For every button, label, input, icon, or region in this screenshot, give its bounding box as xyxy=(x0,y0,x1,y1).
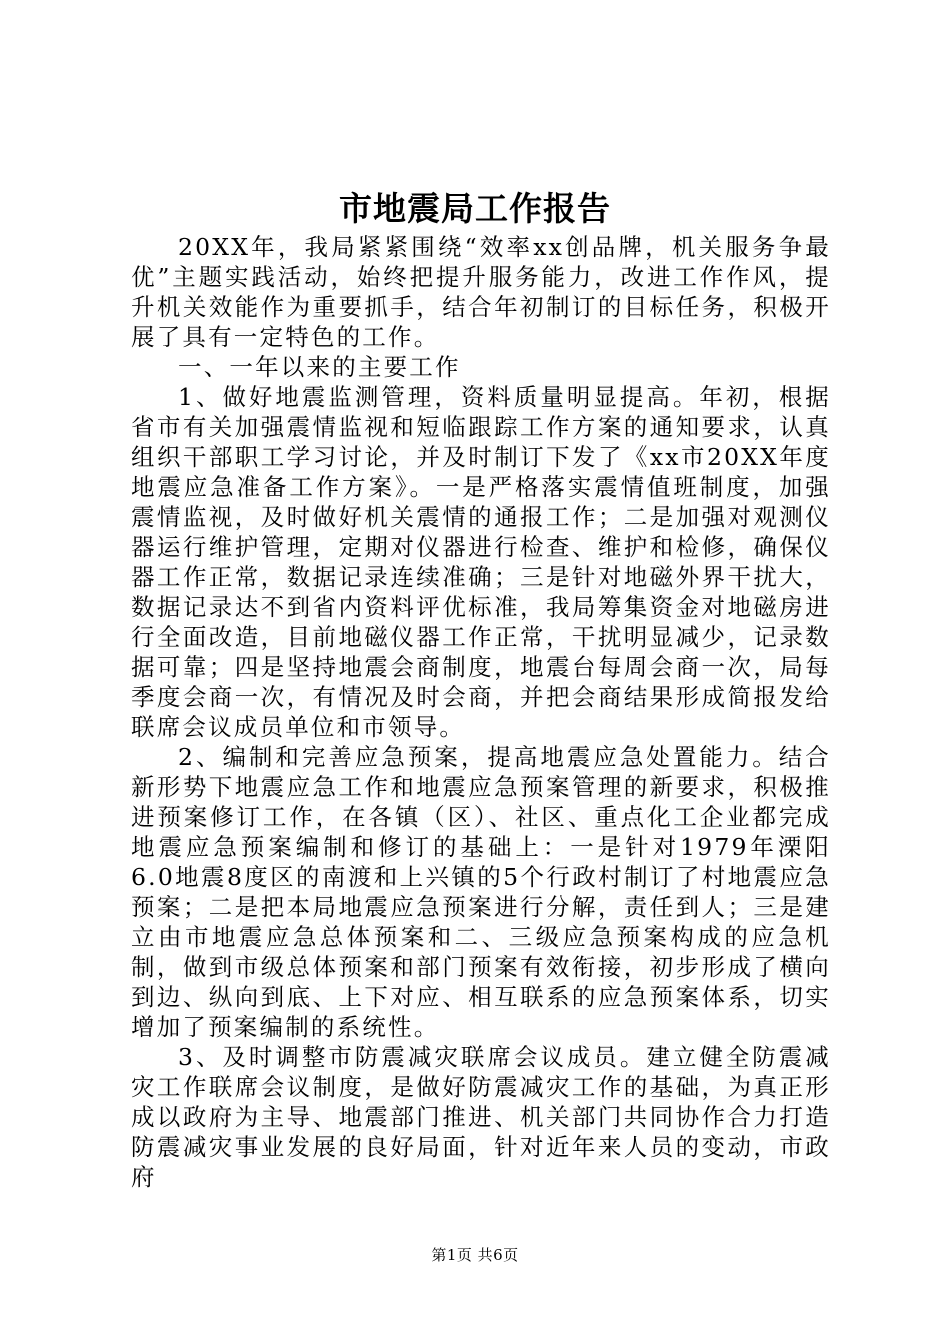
section-heading: 一、一年以来的主要工作 xyxy=(178,353,461,381)
intro-paragraph: 20XX年，我局紧紧围绕“效率xx创品牌，机关服务争最优”主题实践活动，始终把提升服务能力，改进工作作风，提升机关效能作为重要抓手，结合年初制订的目标任务，积极开展了具有一定特色的工作。 xyxy=(131,233,831,351)
document-body xyxy=(131,232,831,1192)
item-3-paragraph: 3、及时调整市防震减灾联席会议成员。建立健全防震减灾工作联席会议制度，是做好防震减灾工作的基础，为真正形成以政府为主导、地震部门推进、机关部门共同协作合力打造防震减灾事业发展的良好局面，针对近年来人员的变动，市政府 xyxy=(131,1043,831,1191)
item-1-paragraph: 1、做好地震监测管理，资料质量明显提高。年初，根据省市有关加强震情监视和短临跟踪工作方案的通知要求，认真组织干部职工学习讨论，并及时制订下发了《xx市20XX年度地震应急准备工作方案》。一是严格落实震情值班制度，加强震情监视，及时做好机关震情的通报工作；二是加强对观测仪器运行维护管理，定期对仪器进行检查、维护和检修，确保仪器工作正常，数据记录连续准确；三是针对地磁外界干扰大，数据记录达不到省内资料评优标准，我局筹集资金对地磁房进行全面改造，目前地磁仪器工作正常，干扰明显减少，记录数据可靠；四是坚持地震会商制度，地震台每周会商一次，局每季度会商一次，有情况及时会商，并把会商结果形成简报发给联席会议成员单位和市领导。 xyxy=(131,383,831,741)
page-number: 第1页 共6页 xyxy=(431,1246,519,1264)
document-title: 市地震局工作报告 xyxy=(339,189,611,228)
item-2-paragraph: 2、编制和完善应急预案，提高地震应急处置能力。结合新形势下地震应急工作和地震应急预案管理的新要求，积极推进预案修订工作，在各镇（区）、社区、重点化工企业都完成地震应急预案编制和修订的基础上：一是针对1979年溧阳6.0地震8度区的南渡和上兴镇的5个行政村制订了村地震应急预案；二是把本局地震应急预案进行分解，责任到人；三是建立由市地震应急总体预案和二、三级应急预案构成的应急机制，做到市级总体预案和部门预案有效衔接，初步形成了横向到边、纵向到底、上下对应、相互联系的应急预案体系，切实增加了预案编制的系统性。 xyxy=(131,743,831,1041)
